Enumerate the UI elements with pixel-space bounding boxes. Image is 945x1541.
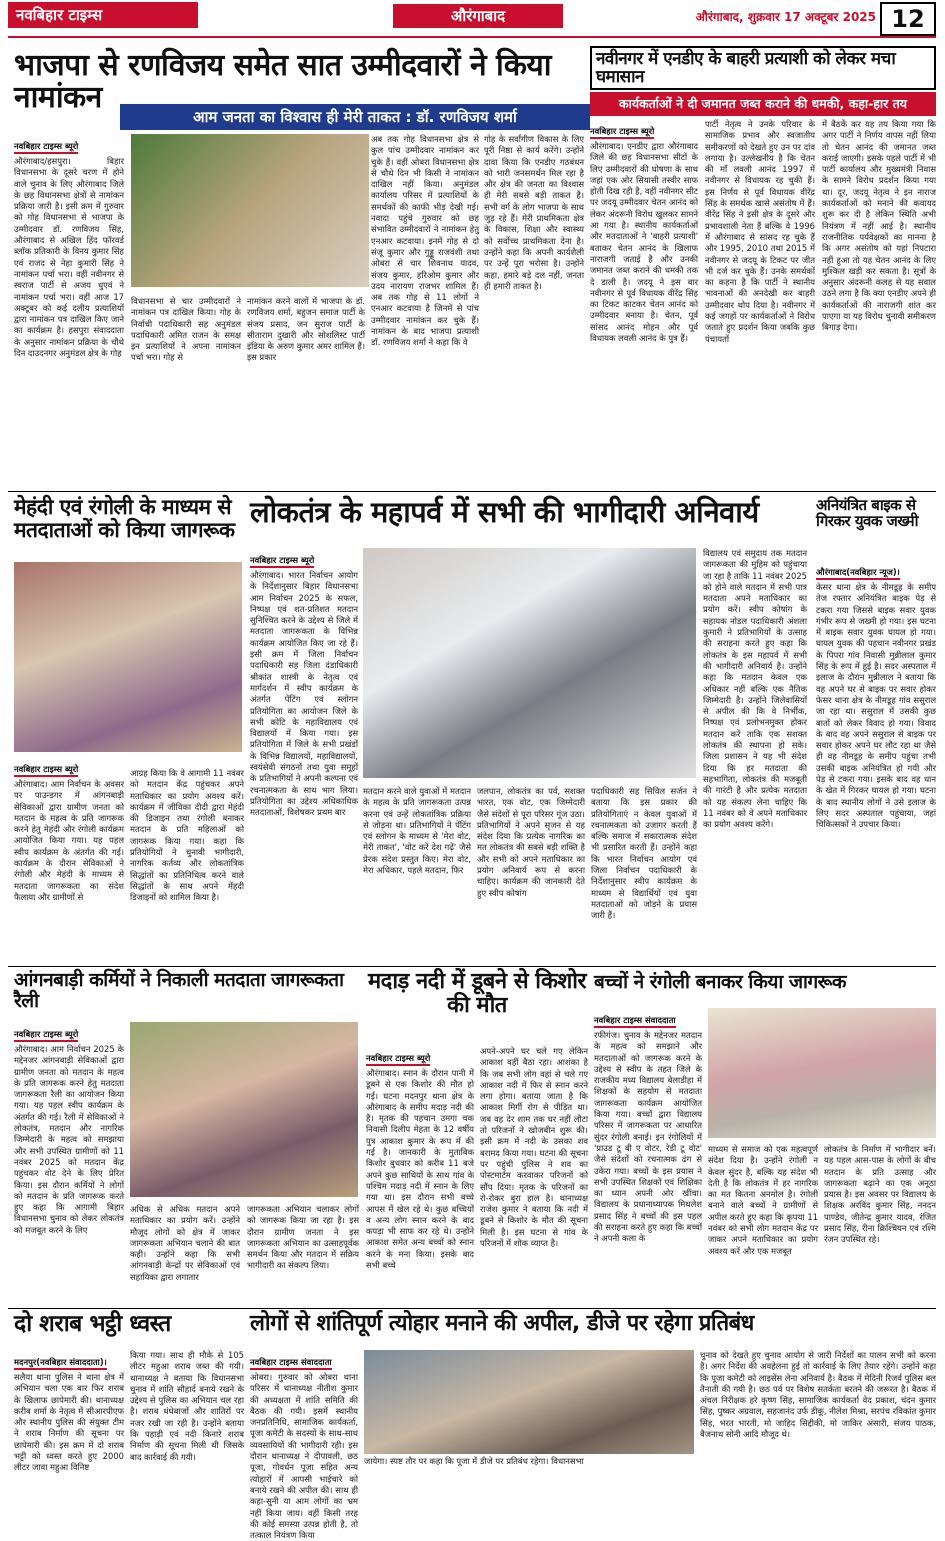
story7-col1-text: औरंगाबाद। स्नान के दौरान पानी में डूबने से एक किशोर की मौत हो गई। घटना मदनपुर थाना क्षेत्र के औरंगाबाद के समीप मदाड़ नदी की है। मृतक की पहचान उमगा चक निवासी दिलीप मेहता के 12 वर्षीय पुत्र आकाश कुमार के रूप में की गई है। जानकारी के मुताबिक किशोर बुधवार को करीब 11 बजे अपने कुछ साथियों के साथ गांव के पश्चिम मदाड़ नदी में स्नान के लिए गया था। इस दौरान सभी बच्चे आपस में खेल रहे थे। कुछ बच्चियों व अन्य लोग स्नान करने के बाद कपड़ा भी साफ कर रहे थे। उन्होंने आकाश समेत अन्य बच्चों को स्नान करने के मना किया। इसके बाद सभी बच्चे	[366, 1068, 474, 1271]
story4-col3: जलपान, लोकतंत्र का पर्व, सशक्त भारत, एक वोट, एक जिम्मेदारी जैसे संदेशों से पूरा परिसर गूंज उठा। प्रतिभागियों ने अपने सृजन से यह संदेश दिया कि प्रत्येक नागरिक का मत लोकतंत्र की सबसे बड़ी शक्ति है और सभी को अपने मताधिकार का प्रयोग अनिवार्य रूप से करना चाहिए। कार्यक्रम की जानकारी देते हुए स्वीप कोषांग	[477, 786, 585, 898]
story3-col2: आग्रह किया कि वे आगामी 11 नवंबर को मतदान केंद्र पहुंचकर अपने मताधिकार का प्रयोग अवश्य करें। कार्यक्रम में जीविका दीदी द्वारा मेहंदी की डिजाइन तथा रंगोली बनाकर मतदान के प्रति महिलाओं को जागरूक किया गया। कहा कि प्रतियोगियों ने चुनावी भागीदारी, नागरिक कर्तव्य और लोकतांत्रिक सिद्धांतों का प्रतिनिधित्व करने वाले सिद्धांतों के साथ अपने मेंहदी डिजाइनों को शामिल किया है।	[130, 768, 244, 903]
story7-col2: अपने-अपने घर चले गए लेकिन आकाश वहीं बैठा रहा। आशंका है कि जब सभी लोग वहां से चले गए आकाश नदी में फिर से स्नान करने लगा होगा। बताया जाता है कि आकाश मिर्गी रोग से पीड़ित था। जब वह देर शाम तक घर नहीं लौटा तो परिजनों ने खोजबीन शुरू की। इसी क्रम में नदी के उसका शव बरामद किया गया। घटना की सूचना पर पहुंची पुलिस ने शव का पोस्टमार्टम करवाकर परिजनों को सौंप दिया। मृतक के परिजनों का रो-रोकर बुरा हाल है। थानाध्यक्ष राजेश कुमार ने बताया कि नदी में डूबने से किशोर के मौत की सूचना मिली है। इस घटना से गांव के परिजनों में शोक व्याप्त है।	[480, 1046, 588, 1249]
story5-byline: औरंगाबाद(नवबिहार न्यूज)।	[816, 567, 900, 580]
story4-byline: नवबिहार टाइम्स ब्यूरो	[250, 555, 314, 568]
story10-caption: जायेगा। स्पष्ट तौर पर कहा कि पूजा में डीजे पर प्रतिबंध रहेगा। विधानसभा	[364, 1456, 584, 1466]
masthead-section: औरंगाबाद	[393, 4, 563, 28]
story6-col3: जागरूकता अभियान चलाकर लोगों को जागरूक किया जा रहा है। इस दौरान ग्रामीण जनता ने इस जागरूकता अभियान का उत्साहपूर्वक समर्थन किया और मतदान में सक्रिय भागीदारी का संकल्प लिया।	[247, 1204, 359, 1271]
story8-col2: माध्यम से समाज को एक महत्वपूर्ण संदेश दिया है। उन्होंने रंगोली न केवल सुंदर है, बल्कि यह संदेश भी देती है कि लोकतंत्र में हर नागरिक का मत कितना अनमोल है। रंगोली बनाने वाले बच्चों ने ग्रामीणों से अपील करते हुए कहा कि कृपया 11 नवंबर को सभी लोग मतदान केंद्र पर जाकर अपने मताधिकार का प्रयोग अवश्य करें और एक मजबूत	[708, 1144, 818, 1256]
masthead-dateline: औरंगाबाद, शुक्रवार 17 अक्टूबर 2025	[695, 10, 876, 24]
story7-col1	[366, 1046, 474, 1304]
story6-col2: अधिक से अधिक मतदान अपने मताधिकार का प्रयोग करें। उन्होंने मौजूद लोगों को क्षेत्र में जाकर जागरूकता अभियान चलाने की बात कही। उन्होंने कहा कि सभी आंगनबाड़ी केन्द्रों पर सेविकाओं एवं सहायिका द्वारा लगातार	[130, 1204, 240, 1282]
story1-byline: नवबिहार टाइम्स ब्यूरो	[14, 141, 78, 154]
story3-headline: मेहंदी एवं रंगोली के माध्यम से मतदाताओं को किया जागरूक	[14, 495, 235, 542]
story10-col1-text: ओबरा। गुरुवार को ओबरा थाना परिसर में थानाध्यक्ष नीतीश कुमार की अध्यक्षता में शांति समिति की बैठक की गयी। इसमें स्थानीय जनप्रतिनिधि, सामाजिक कार्यकर्ता, पूजा कमेटी के सदस्यों के साथ-साथ व्यवसायियों की भागीदारी रही। इस दौरान थानाध्यक्ष ने दीपावली, छठ पूजा, गोवर्धन पूजा सहित अन्य त्योहारों में आपसी भाईचारे को बनाये रखने की अपील की। साथ ही कहा-सुनी या आम लोगों का भ्रम नहीं किया जाय। वहीं किसी तरह की कोई समस्या उत्पन्न होती है, तो तत्काल नियंत्रण किया	[250, 1372, 358, 1541]
story1-col5: गोह के सर्वांगीण विकास के लिए पूरी निष्ठा से कार्य करेंगे। उन्होंने दावा किया कि एनडीए गठबंधन को भारी जनसमर्थन मिल रहा है और क्षेत्र की जनता का विश्वास ही मेरी सबसे बड़ी ताकत है। सभी वर्ग के लोग भाजपा के साथ जुड़ रहे हैं। मेरी प्राथमिकता क्षेत्र के विकास, शिक्षा और स्वास्थ्य को सर्वोच्च प्राथमिकता देना है। उन्होंने कहा कि अपनी कार्यशैली पर उन्हें पूरा भरोसा है। उन्होंने कहा, हमारे बड़े दल नहीं, जनता ही हमारी ताकत है।	[484, 134, 584, 291]
story3-byline: नवबिहार टाइम्स ब्यूरो	[14, 764, 78, 777]
story4-col5: विद्यालय एवं समुदाय तक मतदान जागरूकता की मुहिम को पहुंचाया जा रहा है ताकि 11 नवंबर 2025 को होने वाले मतदान में सभी पात्र मतदाता अपने मताधिकार का प्रयोग करें। स्वीप कोषांग के सहायक नोडल पदाधिकारी अंशला कुमारी ने प्रतिभागियों के उत्साह की सराहना करते हुए कहा कि लोकतंत्र के इस महापर्व में सभी की भागीदारी अनिवार्य है। उन्होंने कहा कि मतदान केवल एक अधिकार नहीं बल्कि एक नैतिक जिम्मेदारी है। उन्होंने जिलेवासियों से अपील की कि वे निर्भीक, निष्पक्ष एवं प्रलोभनमुक्त होकर मतदान करें ताकि एक सशक्त लोकतंत्र की स्थापना हो सके। जिला प्रशासन ने यह भी संदेश दिया कि हर मतदाता की सहभागिता, लोकतंत्र की मजबूती की गारंटी है और प्रत्येक मतदाता को यह संकल्प लेना चाहिए कि 11 नवंबर को वे अपने मताधिकार का प्रयोग अवश्य करेंगे।	[703, 548, 807, 830]
divider-lower	[8, 1308, 936, 1309]
story2-col2: पार्टी नेतृत्व ने उनके परिवार के सामाजिक प्रभाव और स्वजातीय समीकरणों को देखते हुए उन पर दांव लगाया है। उल्लेखनीय है कि चेतन की माँ लवली आनंद 1997 में नवीनगर से विधायक रह चुकी हैं। इस निर्णय से पूर्व विधायक वीरेंद्र सिंह के समर्थक खासे असंतोष में हैं। वीरेंद्र सिंह ने इसी क्षेत्र के दूसरे और प्रभावशाली नेता हैं बल्कि वे 1996 में औरंगाबाद से सांसद रह चुके हैं और 1995, 2010 तथा 2015 में नवीनगर से जदयू के टिकट पर जीत भी दर्ज कर चुके हैं। उनके समर्थकों का कहना है कि पार्टी ने स्थानीय भावनाओं की अनदेखी कर बाहरी उम्मीदवार थोप दिया है। नवीनगर में कई जगहों पर कार्यकर्ताओं ने विरोध जताते हुए प्रदर्शन किया जबकि कुछ पंचायतों	[705, 119, 815, 344]
story10-photo	[364, 1350, 694, 1454]
story10-byline: नवबिहार टाइम्स संवाददाता	[250, 1357, 332, 1370]
story4-col1	[250, 548, 358, 962]
story3-col1	[14, 757, 124, 962]
story2-headline: नवीनगर में एनडीए के बाहरी प्रत्याशी को लेकर मचा घमासान	[590, 46, 936, 90]
story1-col2: विधानसभा से चार उम्मीदवारों ने नामांकन पत्र दाखिल किया। गोह के निर्वाची पदाधिकारी सह अनुमंडल पदाधिकारी अमित राजन के समक्ष इन प्रत्याशियों ने अपना नामांकन पर्चा भरा। गोह से	[131, 296, 241, 363]
story1-headline: भाजपा से रणविजय समेत सात उम्मीदवारों ने किया नामांकन	[14, 48, 552, 116]
story7-headline: मदाड़ नदी में डूबने से किशोर की मौत	[367, 969, 586, 1018]
divider-top	[8, 491, 936, 492]
page-number: 12	[880, 2, 936, 36]
divider-mid	[8, 966, 936, 967]
story7-byline: नवबिहार टाइम्स ब्यूरो	[366, 1053, 430, 1066]
story8-col1	[594, 1008, 702, 1304]
story1-col1	[14, 134, 124, 489]
story6-photo	[130, 1022, 358, 1197]
story9-col1-text: सलैया थाना पुलिस ने थाना क्षेत्र में अभियान चला एक बार फिर शराब के खिलाफ छापेमारी की। थानाध्यक्ष करीब शर्मा के नेतृत्व में सीआरपीएफ और स्थानीय पुलिस की संयुक्त टीम ने शराब निर्माण की सूचना पर छापेमारी की। इस क्रम में दो शराब भट्टी को ध्वस्त करते हुए 2000 लीटर जावा महुआ विनिष्ट	[14, 1372, 124, 1473]
story1-col1-text: औरंगाबाद/हसपुरा। बिहार विधानसभा के दूसरे चरण में होने वाले चुनाव के लिए औरंगाबाद जिले के छह विधानसभा क्षेत्रों से नामांकन प्रक्रिया जारी है। इसी क्रम में गुरुवार को गोह विधानसभा से भाजपा के उम्मीदवार डॉ. रणविजय सिंह, औरंगाबाद से अखिल हिंद फॉरवर्ड ब्लॉक प्रतिकारी के विनय कुमार सिंह एवं राजद से नेहा कुमारी सिंह ने नामांकन पर्चा भरा। वहीं नवीनगर से स्वराज पार्टी से अजय धुएवं ने नामांकन पर्चा भरा। वहीं आज 17 अक्टूबर को कई दलीय प्रत्याशियों द्वारा नामांकन पत्र दाखिल किए जाने का कार्यक्रम है। हसपुरा संवाददाता के अनुसार नामांकन प्रक्रिया के चौथे दिन दाउदनगर अनुमंडल क्षेत्र के गोह	[14, 156, 124, 359]
story2-col1-text: औरंगाबाद। एनडीए द्वारा औरंगाबाद जिले की छह विधानसभा सीटों के लिए उम्मीदवारों की घोषणा के साथ जहां एक ओर सियासी तस्वीर साफ होती दिख रही है, वहीं नवीनगर सीट पर जदयू उम्मीदवार चेतन आनंद को लेकर अंदरूनी विरोध खुलकर सामने आ गया है। स्थानीय कार्यकर्ताओं और मतदाताओं ने 'बाहरी प्रत्याशी' बताकर चेतन आनंद के खिलाफ नाराजगी जताई है और उनकी जमानत जब्त कराने की धमकी तक दे डाली है। जदयू ने इस बार नवीनगर से पूर्व विधायक वीरेंद्र सिंह का टिकट काटकर चेतन आनंद को उम्मीदवार बनाया है। चेतन, पूर्व सांसद आनंद मोहन और पूर्व विधायक लवली आनंद के पुत्र हैं।	[590, 141, 698, 344]
story8-headline: बच्चों ने रंगोली बनाकर किया जागरूक	[594, 971, 847, 993]
story4-col4: पदाधिकारी सह सिविल सर्जन ने बताया कि इस प्रकार की प्रतियोगिताएं न केवल युवाओं में रचनात्मकता को उजागर करती हैं बल्कि समाज में सकारात्मक संदेश भी प्रसारित करती हैं। उन्होंने कहा कि भारत निर्वाचन आयोग एवं जिला निर्वाचन पदाधिकारी के निर्देशानुसार स्वीप कार्यक्रम के माध्यम से विद्यार्थियों एवं युवा मतदाताओं को जोड़ने के प्रयास जारी हैं।	[591, 786, 697, 921]
story6-col1	[14, 1022, 124, 1304]
story2-subhead: कार्यकर्ताओं ने दी जमानत जब्त कराने की धमकी, कहा-हार तय	[590, 92, 936, 116]
story4-col2: मतदान करने वाले युवाओं में मतदान के महत्व के प्रति जागरूकता उत्पन्न करना एवं उन्हें लोकतांत्रिक प्रक्रिया से जोड़ना था। प्रतिभागियों ने पेंटिंग एवं स्लोगन के माध्यम से 'मेरा वोट, मेरी ताकत', 'वोट करें देश गढ़ें' जैसे प्रेरक संदेश प्रस्तुत किए। मेरा वोट, मेरा अधिकार, पहले मतदान, फिर	[363, 786, 471, 876]
story6-headline: आंगनबाड़ी कर्मियों ने निकाली मतदाता जागरूकता रैली	[14, 969, 344, 1012]
imprint-box	[14, 1470, 15, 1471]
story9-col2: किया गया। साथ ही मौके से 105 लीटर महुआ शराब जब्त की गयी। थानाध्यक्ष ने बताया कि विधानसभा चुनाव में शांति सौहार्द बनाये रखने के उद्देश्य से पुलिस का अभियान चल रहा है। शराब धंधेबाजों और शातिरों पर नजर रखी जा रही है। उन्होंने बताया कि पहाड़ी एवं नदी किनारे शराब निर्माण की सूचना मिली थी जिसके बाद कार्रवाई की गयी।	[130, 1350, 244, 1462]
masthead-rule	[8, 36, 936, 38]
story9-headline: दो शराब भट्ठी ध्वस्त	[14, 1311, 171, 1337]
story1-photo	[131, 134, 369, 287]
story10-col1	[250, 1350, 358, 1541]
story8-byline: नवबिहार टाइम्स संवाददाता	[594, 1015, 676, 1028]
story8-photo	[708, 1008, 936, 1138]
story2-col3: में बैठकें कर यह तय किया गया कि अगर पार्टी ने निर्णय वापस नहीं लिया तो चेतन आनंद की जमानत जब्त कराई जाएगी। इसके पहले पार्टी में भी पार्टी कार्यालय और मुख्यमंत्री निवास के सामने विरोध प्रदर्शन किया गया था। दूर, जदयू नेतृत्व ने इन नाराज कार्यकर्ताओं को मनाने की कवायद शुरू कर दी है लेकिन स्थिति अभी नियंत्रण में नहीं आई है। स्थानीय राजनीतिक पर्यवेक्षकों का मानना है कि अगर असंतोष को यहां निपटारा नहीं हुआ तो यह चेतन आनंद के लिए मुश्किल खड़ी कर सकता है। सूत्रों के अनुसार अंदरूनी कलह से यह सवाल उठने लगा है कि क्या एनडीए अपने ही कार्यकर्ताओं की नाराजगी शांत कर पाएगा या यह विरोध चुनावी समीकरण बिगाड़ देगा।	[822, 119, 936, 333]
story5-headline: अनियंत्रित बाइक से गिरकर युवक जख्मी	[816, 496, 919, 531]
story1-col3: नामांकन करने वालों में भाजपा के डॉ. रणविजय शर्मा, बहुजन समाज पार्टी के संजय प्रसाद, जन सुराज पार्टी के सीताराम दुखारी और सोशलिस्ट पार्टी इंडिया के अरुण कुमार अमर शामिल हैं। इस प्रकार	[247, 296, 365, 363]
masthead	[0, 0, 945, 40]
story8-col3: लोकतंत्र के निर्माण में भागीदार बनें। यह पहल आस-पास के लोगों के बीच मतदान के प्रति उत्साह और जागरूकता बढ़ाने का एक अनूठा प्रयास है। इस अवसर पर विद्यालय के शिक्षक अरविंद कुमार सिंह, ननदन पाण्डेय, जीतेन्द्र कुमार यादव, रंजित प्रसाद सिंह, रीना क्रिश्चियन एवं रश्मि रंजन उपस्थित रहे।	[824, 1144, 936, 1245]
story8-col1-text: रफीगंज। चुनाव के मद्देनजर मतदान के महत्व को समझाने और मतदाताओं को जागरूक करने के उद्देश्य से स्वीप के तहत जिले के राजकीय मध्य विद्यालय बेलाडीहा में शिक्षकों के सहयोग से मतदाता जागरूकता कार्यक्रम आयोजित किया गया। बच्चों द्वारा विद्यालय परिसर में जागरूकता पर आधारित सुंदर रंगोली बनाई। इन रंगोलियों में 'प्राउड टू बी ए वोटर, रेडी टू वोट' जैसे संदेशों को रचनात्मक ढंग से उकेरा गया। बच्चों के इस प्रयास ने सभी उपस्थित शिक्षकों एवं शिक्षिका का ध्यान अपनी ओर खींचा। विद्यालय के प्रधानाध्यापक मिथलेश प्रसाद सिंह ने बच्चों की इस पहल की सराहना करते हुए कहा कि बच्चों ने अपनी कला के	[594, 1030, 702, 1244]
story9-col1	[14, 1350, 124, 1473]
story1-col4: अब तक गोह विधानसभा क्षेत्र से कुल पांच उम्मीदवार नामांकन कर चुके हैं। वहीं ओबरा विधानसभा क्षेत्र से चौथे दिन भी किसी ने नामांकन दाखिल नहीं किया। अनुमंडल कार्यालय परिसर में प्रत्याशियों के समर्थकों की काफी भीड़ देखी गई। नवादा पहुंचे गुरुवार को छह संभावित उम्मीदवारों ने नामांकन हेतु एनआर कटवाया। इनमें गोह से दो संजू कुमार और गुड्डू राजवंशी तथा ओबरा से चार शिवनाथ यादव, संजय कुमार, हरिओम कुमार और उदय नारायण राजभर शामिल हैं। अब तक गोह से 11 लोगों ने एनआर कटवाया है जिनमें से पांच उम्मीदवार नामांकन कर चुके हैं। नामांकन के बाद भाजपा प्रत्याशी डॉ. रणविजय शर्मा ने कहा कि वे	[371, 134, 479, 348]
story1-subhead: आम जनता का विश्वास ही मेरी ताकत : डॉ. रणविजय शर्मा	[120, 104, 590, 130]
story6-byline: नवबिहार टाइम्स ब्यूरो	[14, 1029, 78, 1042]
story6-col1-text: औरंगाबाद। आम निर्वाचन 2025 के मद्देनजर आंगनबाड़ी सेविकाओं द्वारा ग्रामीण जनता को मतदान के महत्व के प्रति जागरूक करने हेतु मतदाता जागरूकता रैली का आयोजन किया गया। यह पहल स्वीप कार्यक्रम के अंतर्गत की गई। रैली में सेविकाओं ने लोकतंत्र, मतदान और नागरिक जिम्मेदारी के महत्व को समझाया और सभी उपस्थित ग्रामीणों को 11 नवंबर 2025 को मतदान केंद्र पहुंचकर वोट देने के लिए प्रेरित किया। इस दौरान कर्मियों ने लोगों को मतदान के प्रति जागरूक करते हुए कहा कि आगामी बिहार विधानसभा चुनाव को लेकर लोकतंत्र को मजबूत करने के लिए	[14, 1044, 124, 1235]
story9-byline: मदनपुर(नवबिहार संवाददाता)।	[14, 1357, 107, 1370]
story5-body	[816, 560, 936, 962]
story4-headline: लोकतंत्र के महापर्व में सभी की भागीदारी अनिवार्य	[250, 495, 759, 529]
story5-col1-text: केसर थाना क्षेत्र के नीमडूह के समीप तेज रफ्तार अनियंत्रित बाइक पेड़ से टकरा गया जिससे बाइक सवार युवक गंभीर रूप से जख्मी हो गया। इस घटना में बाइक सवार युवक घायल हो गया। घायल युवक की पहचान नवीनगर प्रखंड के पिपरा गांव निवासी मुन्नीलाल कुमार सिंह के रूप में हुई है। सदर अस्पताल में इलाज के दौरान मुन्नीलाल ने बताया कि वह अपने घर से बाइक पर सवार होकर फेसर थाना क्षेत्र के नीमडूह गांव ससुराल जा रहा था। ससुराल में उसकी कुछ बातों को लेकर विवाद हो गया। विवाद के बाद वह अपने ससुराल से बाइक पर सवार होकर अपने घर लौट रहा था जैसे ही वह नीमडूह के समीप पहुंचा तभी उसकी बाइक अनियंत्रित हो गयी और पेड़ से टकरा गया। इसके बाद वह धान के खेत में गिरकर घायल हो गया। घटना के बाद स्थानीय लोगों ने उसे इलाज के लिए सदर अस्पताल पहुंचाया, जहां चिकित्सकों ने उपचार किया।	[816, 582, 936, 830]
story10-col2: चुनाव को देखते हुए चुनाव आयोग से जारी निर्देशों का पालन सभी को करना है। अगर निर्देश की अवहेलना हुई तो कार्रवाई के लिए तैयार रहेंगे। उन्होंने कहा कि पूजा कमेटी को लाइसेंस लेना अनिवार्य है। बैठक में मेदिनी रिजर्व पुलिस बल तैनाती की गयी है। छठ पर्व पर विशेष सतर्कता बरतने की जरूरत है। बैठक में अंचल निरीक्षक हरे कृष्ण सिंह, सामाजिक कार्यकर्ता वेद प्रकाश, चंदन कुमार सिंह, पुष्कर अग्रवाल, सहजानंद उर्फ डीकू, नीलेश मिश्रा, सरपंच रविकांत कुमार सिंह, भरत भारती, मो जाहिद सिद्दीकी, मो जाकिर अंसारी, संजय पाठक, बैजनाथ सोनी आदि मौजूद थे।	[700, 1350, 936, 1440]
story3-photo	[14, 562, 242, 752]
story2-col1	[590, 119, 698, 489]
story4-col1-text: औरंगाबाद। भारत निर्वाचन आयोग के निर्देशानुसार बिहार विधानसभा आम निर्वाचन 2025 के सफल, निष्पक्ष एवं शत-प्रतिशत मतदान सुनिश्चित करने के उद्देश्य से जिले में मतदाता जागरूकता के विभिन्न कार्यक्रम आयोजित किए जा रहे हैं। इसी क्रम में जिला निर्वाचन पदाधिकारी सह जिला दंडाधिकारी श्रीकांत शास्त्री के नेतृत्व एवं मार्गदर्शन में स्वीप कार्यक्रम के अंतर्गत पेंटिंग एवं स्लोगन प्रतियोगिता का आयोजन जिले के सभी कोटि के महाविद्यालय एवं विद्यालयों में किया गया। इस प्रतियोगिता में जिले के सभी प्रखंडों के विभिन्न विद्यालयों, महाविद्यालयों, स्वयंसेवी संगठनों तथा युवा समूहों के प्रतिभागियों ने अपनी कल्पना एवं रचनात्मकता के साथ भाग लिया। प्रतियोगिता का उद्देश्य अधिकाधिक मतदाताओं, विशेषकर प्रथम बार	[250, 570, 358, 818]
story2-byline: नवबिहार टाइम्स ब्यूरो	[590, 126, 654, 139]
masthead-brand: नवबिहार टाइम्स	[8, 2, 198, 28]
story3-col1-text: औरंगाबाद। आम निर्वाचन के अवसर पर पाउन्डगर में आंगनबाड़ी सेविकाओं द्वारा ग्रामीण जनता को मतदान के महत्व के प्रति जागरूक करने हेतु मेहंदी और रंगोली कार्यक्रम आयोजित किया गया। यह पहल स्वीप कार्यक्रम के अंतर्गत की गई। कार्यक्रम के दौरान सेविकाओं ने रंगोली और मेहंदी के माध्यम से मतदाता जागरूकता का संदेश फैलाया और ग्रामीणों से	[14, 779, 124, 902]
story4-photo	[363, 548, 696, 778]
story10-headline: लोगों से शांतिपूर्ण त्योहार मनाने की अपील, डीजे पर रहेगा प्रतिबंध	[250, 1311, 754, 1336]
